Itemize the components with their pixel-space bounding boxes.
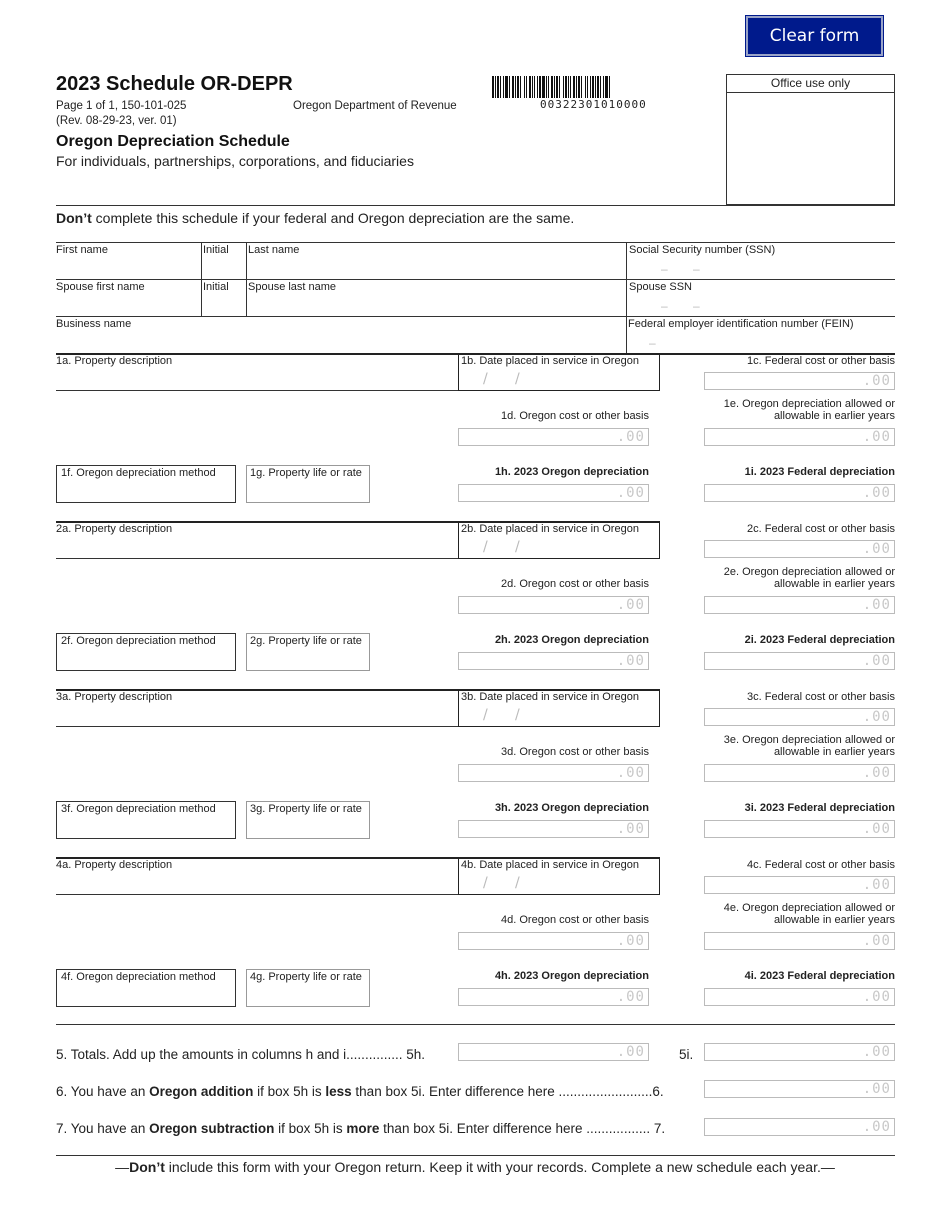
property-1-date-slash-1: / [483, 371, 488, 387]
barcode-bar [578, 76, 580, 98]
barcode-bar [524, 76, 525, 98]
property-3-federal-depr-amount[interactable]: .00 [704, 820, 895, 838]
property-4-oregon-depr-amount[interactable]: .00 [458, 988, 649, 1006]
line-7-post: than box 5i. Enter difference here ................. 7. [379, 1121, 666, 1136]
barcode-bar [581, 76, 582, 98]
property-3-federal-cost-label: 3c. Federal cost or other basis [747, 691, 895, 703]
property-4-date-slash-1: / [483, 875, 488, 891]
line-7-pre: 7. You have an [56, 1121, 150, 1136]
id-grid-v3 [626, 242, 627, 353]
form-subtitle: Oregon Depreciation Schedule [56, 133, 290, 150]
line-6-pre: 6. You have an [56, 1084, 150, 1099]
property-4-oregon-depr-label: 4h. 2023 Oregon depreciation [494, 970, 649, 982]
line-7-mid: if box 5h is [274, 1121, 347, 1136]
property-3-federal-cost-amount[interactable]: .00 [704, 708, 895, 726]
initial-field[interactable]: Initial [203, 244, 229, 256]
ssn-dash-2: – [693, 262, 700, 276]
property-3-method-label: 3f. Oregon depreciation method [61, 803, 216, 815]
id-grid-row3 [56, 316, 895, 317]
property-1-oregon-depr-label: 1h. 2023 Oregon depreciation [494, 466, 649, 478]
line-7-bold-2: more [346, 1121, 380, 1136]
property-4-oregon-cost-label: 4d. Oregon cost or other basis [501, 914, 649, 926]
property-3-method-box[interactable] [56, 801, 236, 839]
line-7-amount[interactable]: .00 [704, 1118, 895, 1136]
property-3-federal-depr-label: 3i. 2023 Federal depreciation [744, 802, 895, 814]
property-1-date-slash-2: / [515, 371, 520, 387]
property-1-oregon-depr-amount[interactable]: .00 [458, 484, 649, 502]
footer-dash-left: — [115, 1159, 130, 1175]
barcode-bar [597, 76, 599, 98]
barcode-bar [587, 76, 588, 98]
property-2-desc-rule [56, 558, 459, 559]
property-1-method-box[interactable] [56, 465, 236, 503]
property-4-earlier-depr-amount[interactable]: .00 [704, 932, 895, 950]
property-1-oregon-cost-amount[interactable]: .00 [458, 428, 649, 446]
property-4-federal-depr-amount[interactable]: .00 [704, 988, 895, 1006]
barcode-bar [568, 76, 569, 98]
property-2-oregon-depr-label: 2h. 2023 Oregon depreciation [494, 634, 649, 646]
line-6-label [56, 1084, 664, 1099]
property-4-life-box[interactable] [246, 969, 370, 1007]
barcode-bar [534, 76, 535, 98]
barcode-bar [576, 76, 577, 98]
barcode-bar [500, 76, 501, 98]
barcode-bar [520, 76, 521, 98]
property-2-earlier-depr-label-2: allowable in earlier years [773, 578, 895, 590]
property-1-life-box[interactable] [246, 465, 370, 503]
property-1-earlier-depr-label-2: allowable in earlier years [773, 410, 895, 422]
property-2-life-label: 2g. Property life or rate [250, 635, 362, 647]
spouse-ssn-field[interactable]: Spouse SSN [629, 281, 692, 293]
property-2-description-field[interactable]: 2a. Property description [56, 523, 173, 535]
property-4-life-label: 4g. Property life or rate [250, 971, 362, 983]
property-2-federal-depr-label: 2i. 2023 Federal depreciation [744, 634, 895, 646]
property-1-desc-rule [56, 390, 459, 391]
id-grid-row2 [56, 279, 895, 280]
business-name-field[interactable]: Business name [56, 318, 132, 330]
barcode-bar [515, 76, 516, 98]
property-2-method-box[interactable] [56, 633, 236, 671]
property-2-life-box[interactable] [246, 633, 370, 671]
barcode-bar [565, 76, 567, 98]
barcode-bar [529, 76, 531, 98]
spouse-first-name-field[interactable]: Spouse first name [56, 281, 145, 293]
property-3-earlier-depr-label: 3e. Oregon depreciation allowed or [723, 734, 895, 746]
footer-bold: Don’t [129, 1159, 165, 1175]
barcode-bar [573, 76, 575, 98]
footer-rest: include this form with your Oregon return. Keep it with your records. Complete a new schedule each year. [164, 1159, 821, 1175]
header-divider [56, 205, 895, 206]
id-grid-v2 [246, 242, 247, 316]
property-1-method-label: 1f. Oregon depreciation method [61, 467, 216, 479]
property-3-life-label: 3g. Property life or rate [250, 803, 362, 815]
instruction-rest: complete this schedule if your federal and Oregon depreciation are the same. [91, 210, 575, 226]
fein-dash: – [649, 336, 656, 350]
property-4-federal-depr-label: 4i. 2023 Federal depreciation [744, 970, 895, 982]
instruction-bold: Don’t [56, 210, 92, 226]
barcode-bar [537, 76, 538, 98]
barcode-bar [546, 76, 547, 98]
instruction-text [56, 210, 574, 226]
barcode-bar [554, 76, 555, 98]
property-3-oregon-cost-amount[interactable]: .00 [458, 764, 649, 782]
footer-divider [56, 1155, 895, 1156]
totals-divider [56, 1024, 895, 1025]
property-1-life-label: 1g. Property life or rate [250, 467, 362, 479]
property-3-date-field[interactable]: 3b. Date placed in service in Oregon [461, 691, 639, 703]
barcode-bar [605, 76, 608, 98]
barcode-bar [492, 76, 494, 98]
barcode-bar [585, 76, 586, 98]
office-use-label: Office use only [727, 75, 894, 93]
barcode-image [492, 76, 706, 98]
property-3-date-slash-1: / [483, 707, 488, 723]
barcode-bar [512, 76, 514, 98]
last-name-field[interactable]: Last name [248, 244, 300, 256]
footer-note [0, 1159, 950, 1175]
property-2-federal-depr-amount[interactable]: .00 [704, 652, 895, 670]
property-1-federal-cost-amount[interactable]: .00 [704, 372, 895, 390]
department-name: Oregon Department of Revenue [293, 100, 457, 112]
line-7-bold-1: Oregon subtraction [149, 1121, 275, 1136]
barcode-bar [551, 76, 553, 98]
barcode-bar [559, 76, 560, 98]
barcode-bar [497, 76, 499, 98]
spouse-last-name-field[interactable]: Spouse last name [248, 281, 337, 293]
property-2-earlier-depr-label: 2e. Oregon depreciation allowed or [723, 566, 895, 578]
property-2-date-slash-1: / [483, 539, 488, 555]
property-2-earlier-depr-amount[interactable]: .00 [704, 596, 895, 614]
property-4-federal-cost-amount[interactable]: .00 [704, 876, 895, 894]
barcode-bar [526, 76, 527, 98]
property-4-federal-cost-label: 4c. Federal cost or other basis [747, 859, 895, 871]
property-3-oregon-depr-amount[interactable]: .00 [458, 820, 649, 838]
property-4-date-slash-2: / [515, 875, 520, 891]
barcode-bar [592, 76, 594, 98]
barcode-bar [532, 76, 533, 98]
property-2-oregon-cost-amount[interactable]: .00 [458, 596, 649, 614]
footer-dash-right: — [820, 1159, 835, 1175]
ssn-field[interactable]: Social Security number (SSN) [629, 244, 776, 256]
office-use-box [726, 74, 895, 205]
line-6-bold-1: Oregon addition [149, 1084, 254, 1099]
line-6-bold-2: less [325, 1084, 352, 1099]
property-1-date-field[interactable]: 1b. Date placed in service in Oregon [461, 355, 639, 367]
property-1-earlier-depr-amount[interactable]: .00 [704, 428, 895, 446]
property-4-earlier-depr-label: 4e. Oregon depreciation allowed or [723, 902, 895, 914]
property-2-federal-cost-label: 2c. Federal cost or other basis [747, 523, 895, 535]
property-3-desc-rule [56, 726, 459, 727]
property-3-life-box[interactable] [246, 801, 370, 839]
property-2-oregon-cost-label: 2d. Oregon cost or other basis [501, 578, 649, 590]
id-grid-v1 [201, 242, 202, 316]
line-7-label [56, 1121, 665, 1136]
barcode-bar [609, 76, 610, 98]
id-grid-top [56, 242, 895, 243]
property-3-description-field[interactable]: 3a. Property description [56, 691, 173, 703]
ssn-dash-1: – [661, 262, 668, 276]
barcode-bar [590, 76, 591, 98]
property-4-method-box[interactable] [56, 969, 236, 1007]
property-4-date-field[interactable]: 4b. Date placed in service in Oregon [461, 859, 639, 871]
barcode-bar [563, 76, 564, 98]
clear-form-button[interactable]: Clear form [746, 16, 883, 56]
line-5h-amount[interactable]: .00 [458, 1043, 649, 1061]
line-5i-amount[interactable]: .00 [704, 1043, 895, 1061]
form-title: 2023 Schedule OR-DEPR [56, 73, 293, 95]
barcode-bar [595, 76, 596, 98]
property-4-oregon-cost-amount[interactable]: .00 [458, 932, 649, 950]
property-4-earlier-depr-label-2: allowable in earlier years [773, 914, 895, 926]
property-2-method-label: 2f. Oregon depreciation method [61, 635, 216, 647]
revision: (Rev. 08-29-23, ver. 01) [56, 115, 177, 127]
barcode-bar [548, 76, 549, 98]
barcode-bar [517, 76, 519, 98]
barcode-bar [503, 76, 504, 98]
property-1-oregon-cost-label: 1d. Oregon cost or other basis [501, 410, 649, 422]
first-name-field[interactable]: First name [56, 244, 108, 256]
property-3-oregon-depr-label: 3h. 2023 Oregon depreciation [494, 802, 649, 814]
property-3-oregon-cost-label: 3d. Oregon cost or other basis [501, 746, 649, 758]
spouse-ssn-dash-1: – [661, 299, 668, 313]
barcode-number: 00322301010000 [540, 98, 647, 111]
line-5-label: 5. Totals. Add up the amounts in columns h and i............... 5h. [56, 1047, 425, 1062]
line-6-amount[interactable]: .00 [704, 1080, 895, 1098]
line-5i-label: 5i. [679, 1047, 694, 1062]
property-2-federal-cost-amount[interactable]: .00 [704, 540, 895, 558]
barcode-bar [570, 76, 571, 98]
barcode-bar [556, 76, 558, 98]
property-3-earlier-depr-label-2: allowable in earlier years [773, 746, 895, 758]
barcode-bar [495, 76, 496, 98]
property-2-date-field[interactable]: 2b. Date placed in service in Oregon [461, 523, 639, 535]
property-4-method-label: 4f. Oregon depreciation method [61, 971, 216, 983]
barcode-bar [603, 76, 604, 98]
barcode-bar [542, 76, 545, 98]
property-4-desc-rule [56, 894, 459, 895]
property-1-federal-cost-label: 1c. Federal cost or other basis [747, 355, 895, 367]
property-4-description-field[interactable]: 4a. Property description [56, 859, 173, 871]
line-6-post: than box 5i. Enter difference here .........................6. [351, 1084, 664, 1099]
spouse-initial-field[interactable]: Initial [203, 281, 229, 293]
barcode-bar [509, 76, 510, 98]
property-3-date-slash-2: / [515, 707, 520, 723]
form-description: For individuals, partnerships, corporations, and fiduciaries [56, 153, 414, 169]
barcode-bar [600, 76, 601, 98]
property-1-federal-depr-amount[interactable]: .00 [704, 484, 895, 502]
property-3-earlier-depr-amount[interactable]: .00 [704, 764, 895, 782]
page-info: Page 1 of 1, 150-101-025 [56, 100, 187, 112]
property-1-federal-depr-label: 1i. 2023 Federal depreciation [744, 466, 895, 478]
property-1-earlier-depr-label: 1e. Oregon depreciation allowed or [723, 398, 895, 410]
property-2-date-slash-2: / [515, 539, 520, 555]
barcode-bar [539, 76, 541, 98]
line-6-mid: if box 5h is [253, 1084, 326, 1099]
spouse-ssn-dash-2: – [693, 299, 700, 313]
property-2-oregon-depr-amount[interactable]: .00 [458, 652, 649, 670]
barcode-bar [505, 76, 508, 98]
fein-field[interactable]: Federal employer identification number (FEIN) [628, 318, 854, 330]
property-1-description-field[interactable]: 1a. Property description [56, 355, 173, 367]
